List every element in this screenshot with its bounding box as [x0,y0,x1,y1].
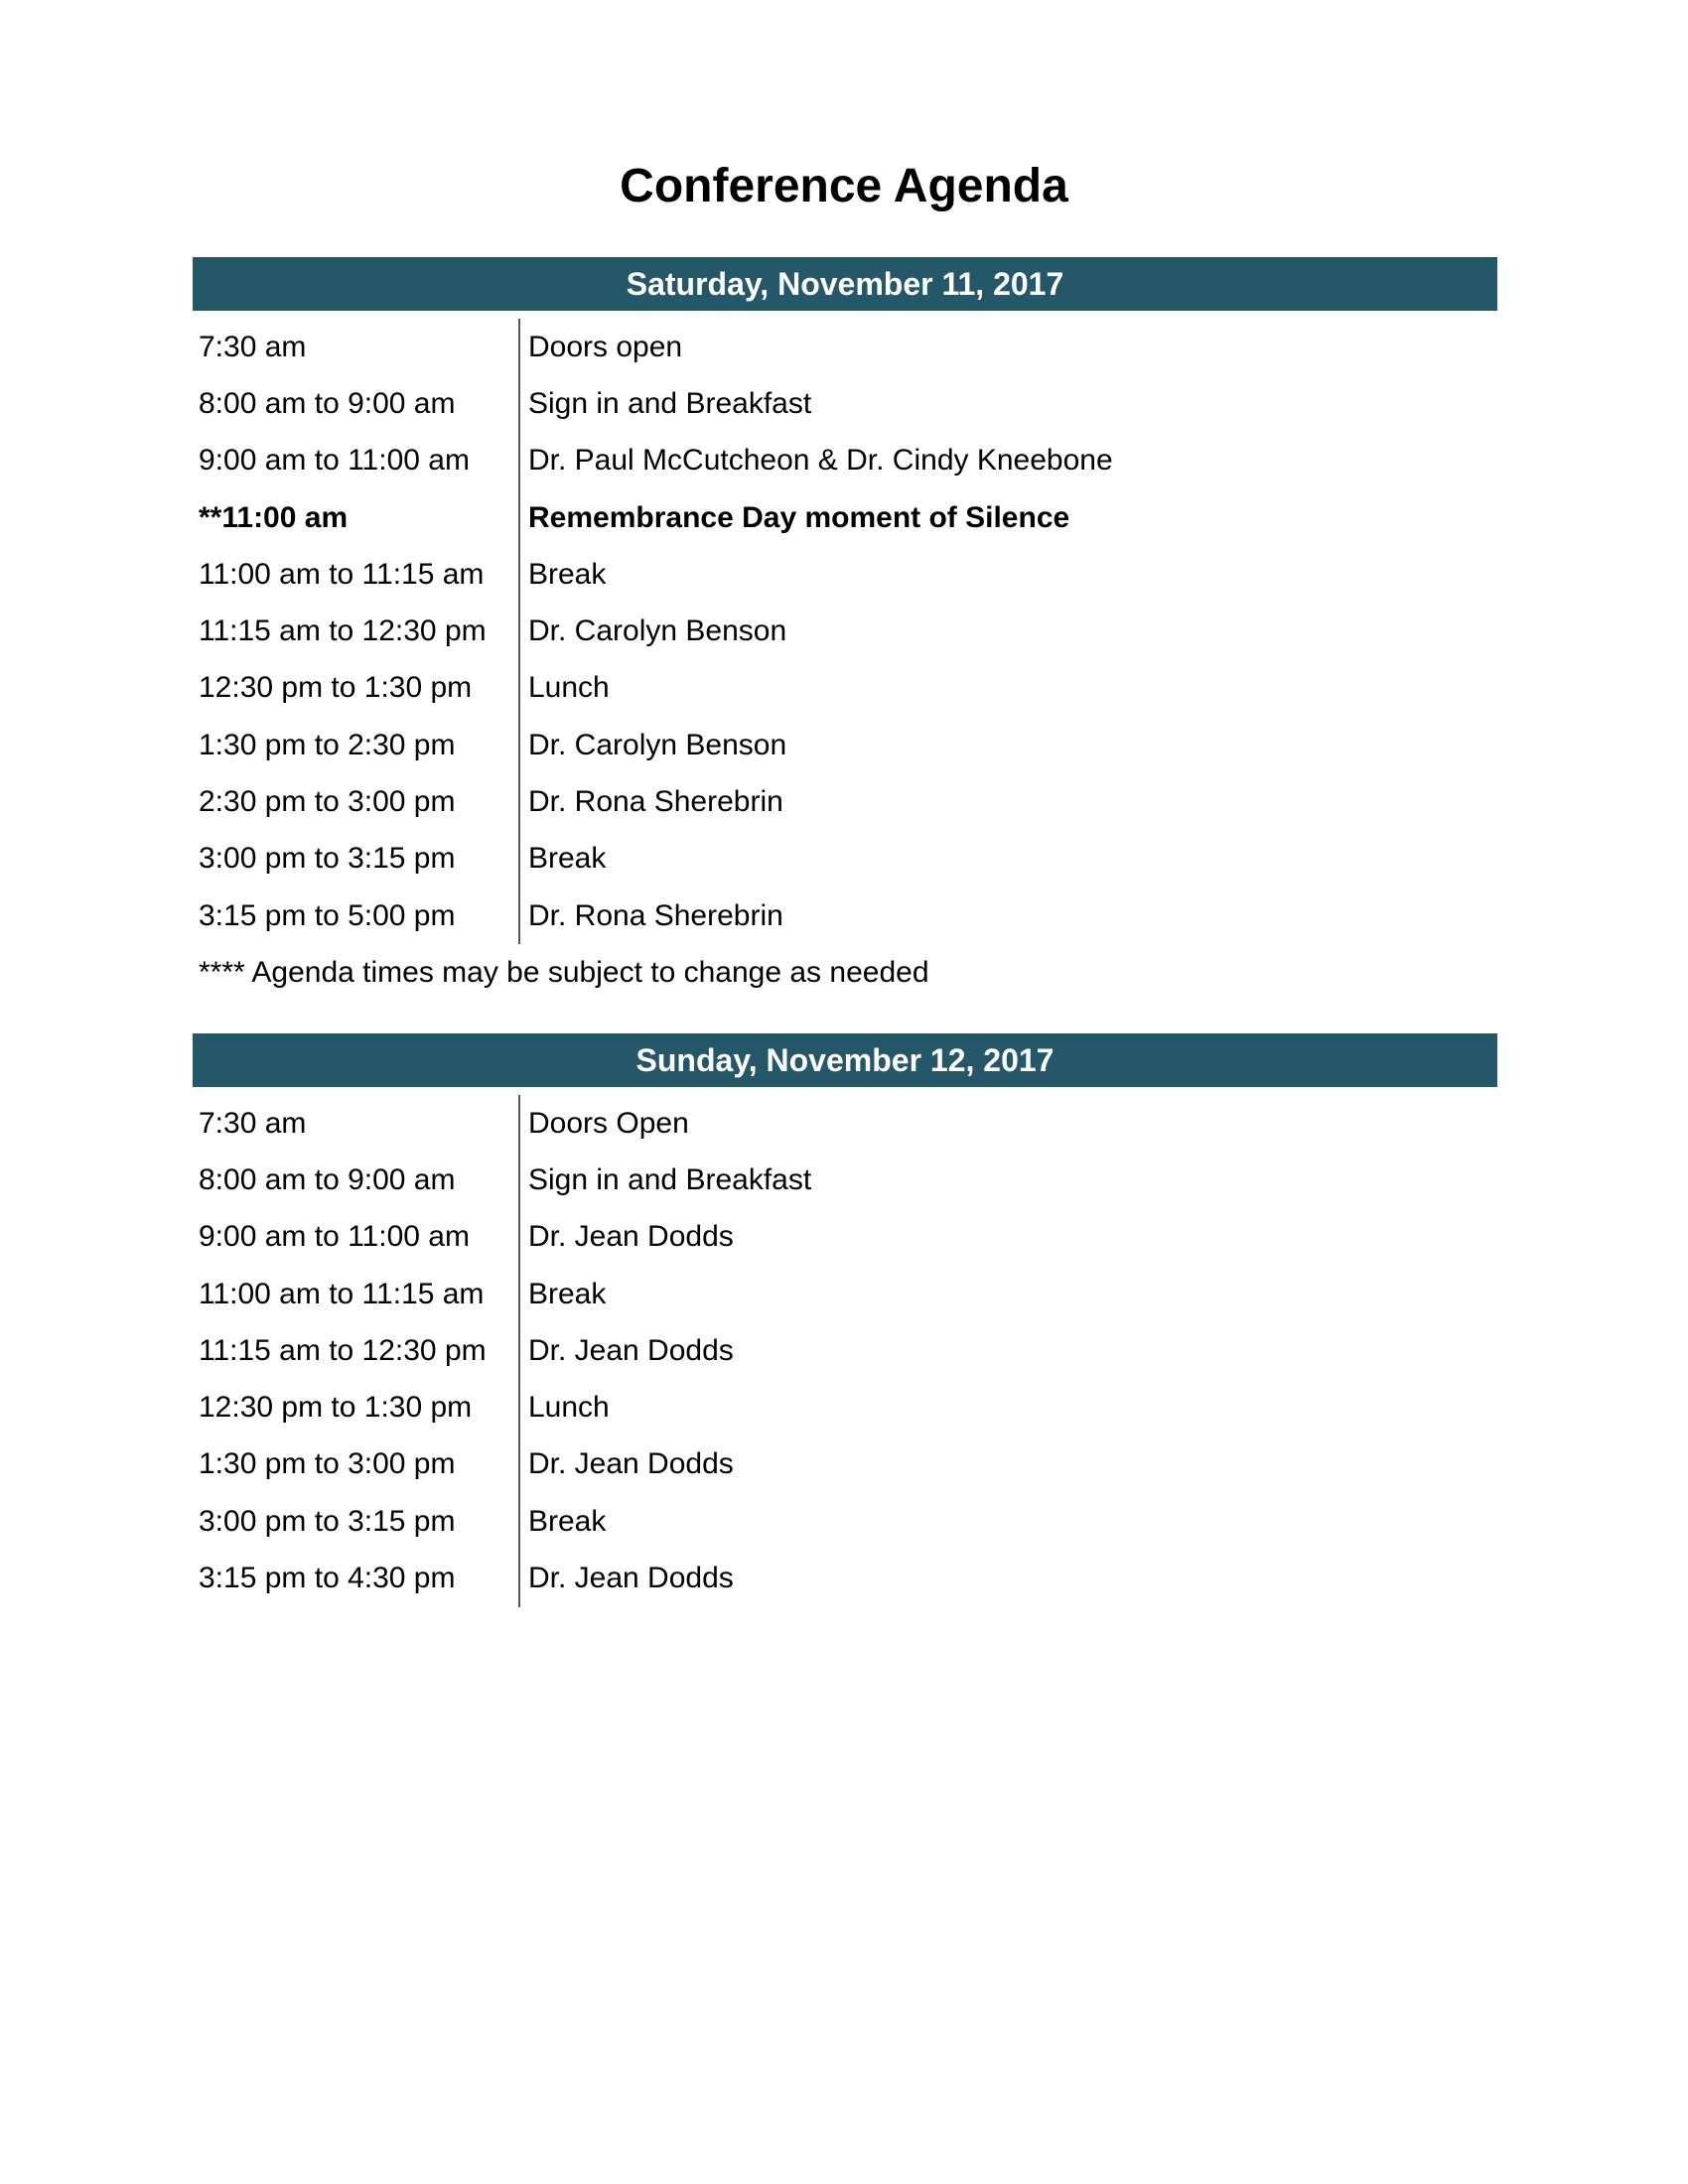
agenda-row [193,717,1497,773]
day-section-sunday [193,1033,1497,1607]
agenda-event: Lunch [528,1391,610,1425]
agenda-time: 7:30 am [193,1095,520,1152]
agenda-event: Dr. Jean Dodds [528,1447,734,1481]
agenda-row [193,1152,1497,1208]
agenda-footnote: **** Agenda times may be subject to change as needed [199,955,929,989]
agenda-row [193,887,1497,944]
agenda-event: Sign in and Breakfast [528,1162,812,1196]
day-section-saturday [193,257,1497,1001]
agenda-event: Dr. Paul McCutcheon & Dr. Cindy Kneebone [528,444,1113,478]
agenda-row [193,1550,1497,1606]
agenda-time: 12:30 pm to 1:30 pm [193,660,520,717]
agenda-time: 8:00 am to 9:00 am [193,1152,520,1208]
agenda-time: **11:00 am [193,489,520,546]
agenda-time: 3:00 pm to 3:15 pm [193,831,520,887]
agenda-time: 11:15 am to 12:30 pm [193,603,520,659]
agenda-row [193,1436,1497,1493]
agenda-event: Doors open [528,330,683,363]
agenda-event: Dr. Jean Dodds [528,1333,734,1367]
agenda-event: Dr. Rona Sherebrin [528,898,783,932]
agenda-time: 3:00 pm to 3:15 pm [193,1493,520,1550]
agenda-time: 8:00 am to 9:00 am [193,375,520,432]
agenda-time: 12:30 pm to 1:30 pm [193,1379,520,1435]
agenda-time: 9:00 am to 11:00 am [193,433,520,489]
agenda-event: Dr. Jean Dodds [528,1562,734,1595]
agenda-table [193,1095,1497,1607]
agenda-row [193,1209,1497,1266]
agenda-event: Dr. Rona Sherebrin [528,785,783,819]
agenda-event: Dr. Carolyn Benson [528,614,787,648]
agenda-event: Break [528,557,607,591]
agenda-event: Break [528,1277,607,1310]
agenda-row [193,319,1497,375]
agenda-event: Break [528,842,607,876]
day-header: Sunday, November 12, 2017 [193,1033,1497,1087]
agenda-time: 3:15 pm to 5:00 pm [193,887,520,944]
agenda-event: Dr. Jean Dodds [528,1220,734,1254]
agenda-row [193,660,1497,717]
agenda-row [193,546,1497,603]
agenda-table [193,319,1497,944]
agenda-row [193,1095,1497,1152]
agenda-time: 11:00 am to 11:15 am [193,1266,520,1322]
agenda-row [193,1493,1497,1550]
agenda-event: Doors Open [528,1106,689,1140]
agenda-time: 11:15 am to 12:30 pm [193,1322,520,1379]
agenda-time: 1:30 pm to 2:30 pm [193,717,520,773]
agenda-row [193,1379,1497,1435]
agenda-event: Dr. Carolyn Benson [528,728,787,761]
agenda-event: Sign in and Breakfast [528,386,812,420]
agenda-time: 2:30 pm to 3:00 pm [193,773,520,830]
agenda-event: Remembrance Day moment of Silence [528,500,1070,534]
agenda-time: 7:30 am [193,319,520,375]
agenda-row [193,489,1497,546]
agenda-row [193,1266,1497,1322]
agenda-row [193,831,1497,887]
agenda-time: 9:00 am to 11:00 am [193,1209,520,1266]
agenda-time: 11:00 am to 11:15 am [193,546,520,603]
agenda-event: Break [528,1504,607,1538]
agenda-event: Lunch [528,671,610,705]
day-header: Saturday, November 11, 2017 [193,257,1497,311]
agenda-time: 3:15 pm to 4:30 pm [193,1550,520,1606]
agenda-row [193,433,1497,489]
agenda-row [193,1322,1497,1379]
agenda-time: 1:30 pm to 3:00 pm [193,1436,520,1493]
agenda-row [193,773,1497,830]
page-title: Conference Agenda [620,160,1068,212]
agenda-row [193,375,1497,432]
agenda-row [193,603,1497,659]
